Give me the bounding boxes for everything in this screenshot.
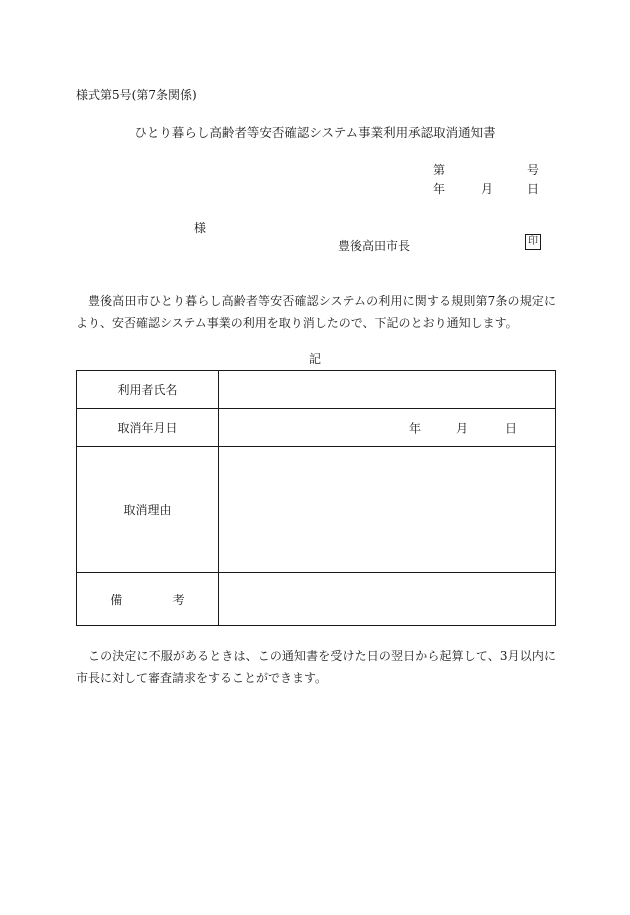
cancel-date-month: 月 [456,421,469,435]
form-number: 様式第5号(第7条関係) [76,88,197,102]
table-row [77,371,556,409]
cancel-date-year: 年 [409,421,422,435]
cancel-reason-label: 取消理由 [77,447,219,573]
cancel-date-day: 日 [505,421,518,435]
issue-date-year: 年 [433,182,446,196]
seal-mark: 印 [525,234,541,250]
cancel-reason-field[interactable] [219,447,556,573]
table-row [77,409,556,447]
recipient-honorific: 様 [194,221,207,235]
remarks-field[interactable] [219,573,556,626]
notice-body: 豊後高田市ひとり暮らし高齢者等安否確認システムの利用に関する規則第7条の規定により、安否確認システム事業の利用を取り消したので、下記のとおり通知します。 [76,294,556,330]
record-heading: 記 [308,352,321,366]
appeal-notice: この決定に不服があるときは、この通知書を受けた日の翌日から起算して、3月以内に市長に対して審査請求をすることができます。 [76,649,556,685]
issue-date-month: 月 [481,182,494,196]
record-table [76,370,556,626]
user-name-field[interactable] [219,371,556,409]
remarks-label: 備 考 [77,573,219,626]
issue-number-suffix: 号 [526,163,539,177]
user-name-label: 利用者氏名 [77,371,219,409]
issuer-name: 豊後高田市長 [338,239,411,253]
table-row [77,573,556,626]
cancel-date-label: 取消年月日 [77,409,219,447]
issue-number-prefix: 第 [433,163,446,177]
table-row [77,447,556,573]
cancel-date-field[interactable] [219,409,556,447]
document-title: ひとり暮らし高齢者等安否確認システム事業利用承認取消通知書 [134,125,496,140]
issue-date-day: 日 [526,182,539,196]
